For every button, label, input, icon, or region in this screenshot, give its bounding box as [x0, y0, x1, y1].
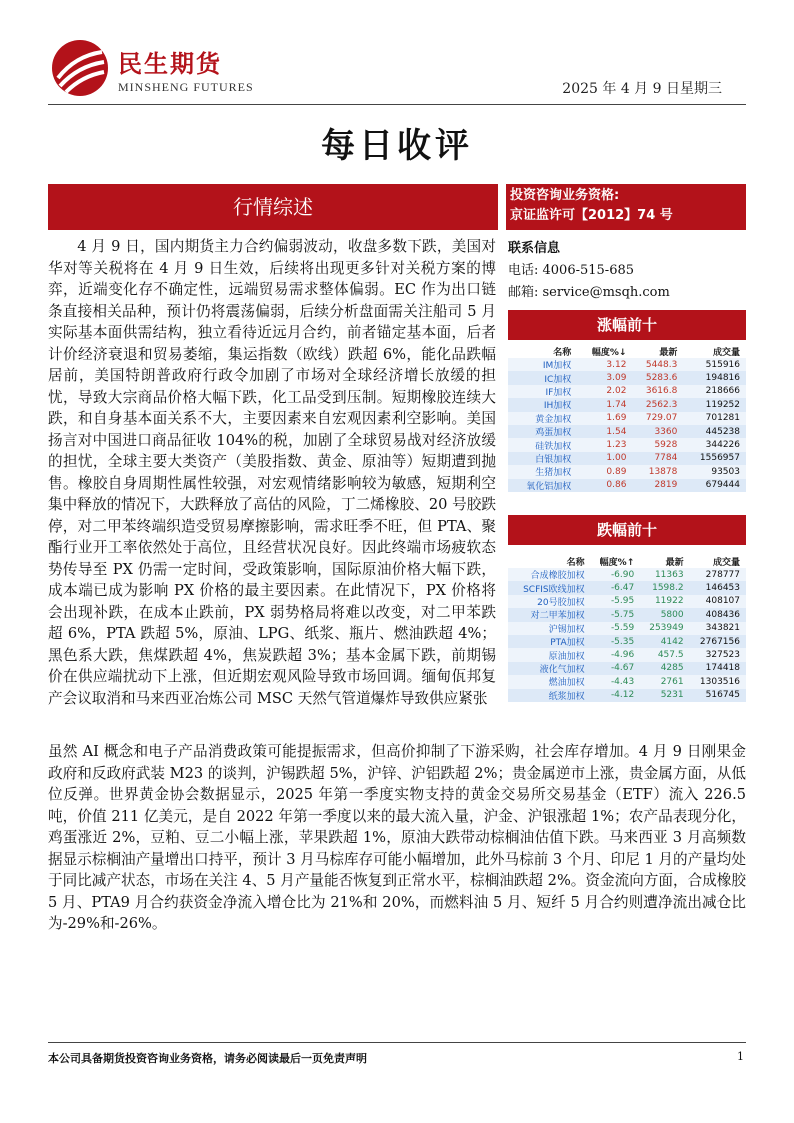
- table-row: 氧化铝加权 0.86 2819 679444: [508, 479, 746, 492]
- market-summary-text-continued: 虽然 AI 概念和电子产品消费政策可能提振需求，但高价抑制了下游采购，社会库存增加。4 月 9 日刚果金政府和反政府武装 M23 的谈判，沪锡跌超 5%，沪锌、沪铝跌超 2%；贵金属逆市上涨，贵金属方面，从低位反弹。世界黄金协会数据显示，2025 年第一季度实物支持的黄金交易所交易基金（ETF）流入 226.5 吨，价值 211 亿美元，是自 2022 年第一季度以来的最大流入量，沪金、沪银涨超 1%；农产品表现分化，鸡蛋涨近 2%，豆粕、豆二小幅上涨，苹果跌超 1%，原油大跌带动棕榈油估值下跌。马来西亚 3 月高频数据显示棕榈油产量增出口持平，预计 3 月马棕库存可能小幅增加，此外马棕前 3 个月、印尼 1 月的产量均处于同比减产状态，市场在关注 4、5 月产量能否恢复到正常水平，棕榈油跌超 2%。资金流向方面，合成橡胶 5 月、PTA9 月合约获资金净流入增仓比为 21%和 20%，而燃料油 5 月、短纤 5 月合约则遭净流出减仓比为-29%和-26%。: [48, 743, 746, 932]
- table-row: 硅铁加权 1.23 5928 344226: [508, 438, 746, 451]
- page-title: 每日收评: [321, 126, 473, 166]
- table-row: 黄金加权 1.69 729.07 701281: [508, 412, 746, 425]
- table-row: 沪锡加权 -5.59 253949 343821: [508, 622, 746, 635]
- gainers-title: 涨幅前十: [508, 310, 746, 340]
- minsheng-logo-icon: [50, 38, 110, 98]
- gainers-table: [508, 344, 746, 492]
- table-row: PTA加权 -5.35 4142 2767156: [508, 635, 746, 648]
- contact-email: 邮箱: service@msqh.com: [508, 285, 670, 300]
- footer-divider: [48, 1042, 746, 1043]
- table-row: 对二甲苯加权 -5.75 5800 408436: [508, 608, 746, 621]
- page-number: 1: [737, 1050, 744, 1063]
- footer-disclaimer: 本公司具备期货投资咨询业务资格，请务必阅读最后一页免责声明: [48, 1052, 367, 1065]
- brand-name-en: MINSHENG FUTURES: [118, 80, 254, 94]
- contact-heading: 联系信息: [508, 241, 561, 256]
- col-header-latest: 最新: [640, 554, 689, 568]
- table-row: SCFIS欧线加权 -6.47 1598.2 146453: [508, 581, 746, 594]
- losers-title: 跌幅前十: [508, 515, 746, 545]
- losers-table: [508, 554, 746, 702]
- table-row: IM加权 3.12 5448.3 515916: [508, 358, 746, 371]
- header-divider: [48, 104, 746, 105]
- table-row: 合成橡胶加权 -6.90 11363 278777: [508, 568, 746, 581]
- col-header-volume: 成交量: [683, 344, 746, 358]
- col-header-name: 名称: [508, 554, 591, 568]
- table-row: 燃油加权 -4.43 2761 1303516: [508, 675, 746, 688]
- contact-info: [508, 238, 670, 304]
- qualification-box: [506, 184, 746, 230]
- col-header-name: 名称: [508, 344, 577, 358]
- col-header-change: 幅度%↑: [591, 554, 641, 568]
- report-date: 2025 年 4 月 9 日星期三: [562, 81, 722, 97]
- table-row: IC加权 3.09 5283.6 194816: [508, 371, 746, 384]
- section-title: 行情综述: [48, 184, 498, 230]
- table-row: 纸浆加权 -4.12 5231 516745: [508, 689, 746, 702]
- table-row: IF加权 2.02 3616.8 218666: [508, 385, 746, 398]
- col-header-latest: 最新: [632, 344, 683, 358]
- brand-name-cn: 民生期货: [118, 50, 222, 78]
- table-row: 生猪加权 0.89 13878 93503: [508, 465, 746, 478]
- contact-phone: 电话: 4006-515-685: [508, 263, 635, 278]
- table-row: IH加权 1.74 2562.3 119252: [508, 398, 746, 411]
- table-row: 原油加权 -4.96 457.5 327523: [508, 648, 746, 661]
- table-row: 白银加权 1.00 7784 1556957: [508, 452, 746, 465]
- qualification-line2: 京证监许可【2012】74 号: [510, 208, 673, 223]
- col-header-volume: 成交量: [690, 554, 746, 568]
- table-row: 液化气加权 -4.67 4285 174418: [508, 662, 746, 675]
- market-summary-text: 4 月 9 日，国内期货主力合约偏弱波动，收盘多数下跌，美国对华对等关税将在 4 月 9 日生效，后续将出现更多针对关税方案的博弈，近端变化存不确定性，远端贸易需求整体偏弱。EC 作为出口链条直接相关品种，预计仍将震荡偏弱，后续分析盘面需关注船司 5 月实际基本面供需结构，独立看待近远月合约，前者锚定基本面，后者计价经济衰退和贸易萎缩，集运指数（欧线）跌超 6%，能化品跌幅居前，美国特朗普政府行政令加剧了市场对全球经济增长放缓的担忧，导致大宗商品价格大幅下跌，化工品受到压制。短期橡胶连续大跌，和自身基本面关系不大，主要因素来自宏观因素利空影响。美国扬言对中国进口商品征收 104%的税，加剧了全球贸易战对经济放缓的担忧，全球主要大类资产（美股指数、黄金、原油等）短期遭到抛售。橡胶自身周期性属性较强，对宏观情绪影响较为敏感，短期利空集中释放的情况下，大跌释放了高估的风险，丁二烯橡胶、20 号胶跌停，对二甲苯终端织造受贸易摩擦影响，需求旺季不旺，但 PTA、聚酯行业开工率依然处于高位，且经营状况良好。因此终端市场疲软态势传导至 PX 仍需一定时间，受政策影响，国际原油价格大幅下跌，成本端已成为影响 PX 价格的最主要因素。在此情况下，PX 价格将会出现补跌，在成本止跌前，PX 弱势格局将难以改变，对二甲苯跌超 6%，PTA 跌超 5%，原油、LPG、纸浆、瓶片、燃油跌超 4%；黑色系大跌，焦煤跌超 4%，焦炭跌超 3%；基本金属下跌，前期锡价在供应端扰动下上涨，但近期宏观风险导致市场回调。缅甸佤邦复产会议取消和马来西亚冶炼公司 MSC 天然气管道爆炸导致供应紧张: [48, 238, 496, 707]
- table-row: 鸡蛋加权 1.54 3360 445238: [508, 425, 746, 438]
- table-row: 20号胶加权 -5.95 11922 408107: [508, 595, 746, 608]
- qualification-line1: 投资咨询业务资格:: [510, 188, 620, 203]
- col-header-change: 幅度%↓: [577, 344, 632, 358]
